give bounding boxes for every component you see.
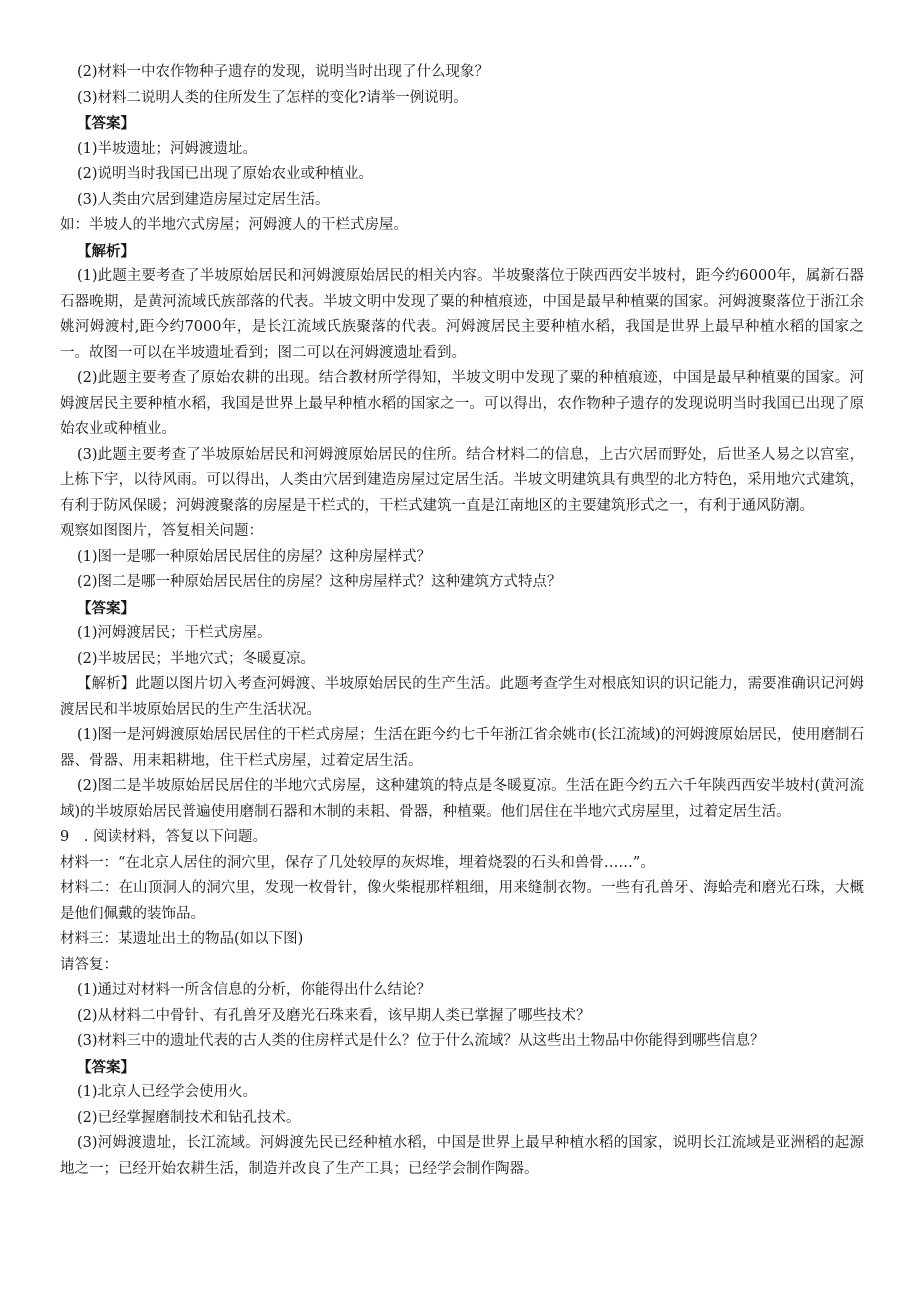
analysis-1: (1)此题主要考查了半坡原始居民和河姆渡原始居民的相关内容。半坡聚落位于陕西西安半坡村，距今约6000年，属新石器石器晚期，是黄河流域氏族部落的代表。半坡文明中发现了粟的种植痕迹，中国是最早种植粟的国家。河姆渡聚落位于浙江余姚河姆渡村,距今约7000年，是长江流域氏族聚落的代表。河姆渡居民主要种植水稻，我国是世界上最早种植水稻的国家之一。故图一可以在半坡遗址看到；图二可以在河姆渡遗址看到。 [60,268,864,361]
part2-answer-2: (2)半坡居民；半地穴式；冬暖夏凉。 [77,650,316,667]
answer-3: (3)人类由穴居到建造房屋过定居生活。 [77,191,330,208]
analysis-2: (2)此题主要考查了原始农耕的出现。结合教材所学得知，半坡文明中发现了粟的种植痕迹，中国是最早种植粟的国家。河姆渡居民主要种植水稻，我国是世界上最早种植水稻的国家之一。可以得出，农作物种子遗存的发现说明当时我国已出现了原始农业或种植业。 [60,370,864,437]
part2-analysis-2: (2)图二是半坡原始居民居住的半地穴式房屋，这种建筑的特点是冬暖夏凉。生活在距今约五六千年陕西西安半坡村(黄河流域)的半坡原始居民普遍使用磨制石器和木制的耒耜、骨器，种植粟。他们居住在半地穴式房屋里，过着定居生活。 [60,778,864,820]
part2-answer-label: 【答案】 [77,599,135,617]
part3-question-3: (3)材料三中的遗址代表的古人类的住房样式是什么？位于什么流域？从这些出土物品中你能得到哪些信息？ [77,1033,765,1049]
part3-answer-label: 【答案】 [77,1058,135,1076]
answer-1: (1)半坡遗址；河姆渡遗址。 [77,140,258,157]
material-3: 材料三：某遗址出土的物品(如以下图) [60,931,304,947]
part2-analysis-1: (1)图一是河姆渡原始居民居住的干栏式房屋；生活在距今约七千年浙江省余姚市(长江流域)的河姆渡原始居民，使用磨制石器、骨器、用耒耜耕地，住干栏式房屋，过着定居生活。 [60,727,864,769]
part3-answer-3: (3)河姆渡遗址，长江流域。河姆渡先民已经种植水稻，中国是世界上最早种植水稻的国家，说明长江流域是亚洲稻的起源地之一；已经开始农耕生活，制造并改良了生产工具；已经学会制作陶器。 [60,1135,864,1177]
answer-2: (2)说明当时我国已出现了原始农业或种植业。 [77,166,374,182]
question-3: (3)材料二说明人类的住所发生了怎样的变化?请举一例说明。 [77,89,468,106]
part2-question-1: (1)图一是哪一种原始居民居住的房屋？这种房屋样式？ [77,548,432,565]
part3-answer-2: (2)已经掌握磨制技术和钻孔技术。 [77,1109,301,1126]
analysis-label: 【解析】 [77,242,135,260]
answer-prompt: 请答复： [60,956,118,973]
part3-question-1: (1)通过对材料一所含信息的分析，你能得出什么结论？ [77,982,432,998]
material-1: 材料一：“在北京人居住的洞穴里，保存了几处较厚的灰烬堆，埋着烧裂的石头和兽骨……”。 [60,854,655,871]
part2-question-2: (2)图二是哪一种原始居民居住的房屋？这种房屋样式？这种建筑方式特点？ [77,574,562,590]
part2-intro: 观察如图图片，答复相关问题： [60,523,263,539]
analysis-3: (3)此题主要考查了半坡原始居民和河姆渡原始居民的住所。结合材料二的信息，上古穴居而野处，后世圣人易之以宫室，上栋下宇，以待风雨。可以得出，人类由穴居到建造房屋过定居生活。半坡文明建筑具有典型的北方特色，采用地穴式建筑，有利于防风保暖；河姆渡聚落的房屋是干栏式的，干栏式建筑一直是江南地区的主要建筑形式之一，有利于通风防潮。 [60,446,864,514]
question-9-heading: 9 . 阅读材料，答复以下问题。 [60,829,267,845]
part2-answer-1: (1)河姆渡居民；干栏式房屋。 [77,625,272,641]
answer-label: 【答案】 [77,115,135,132]
material-2: 材料二：在山顶洞人的洞穴里，发现一枚骨针，像火柴棍那样粗细，用来缝制衣物。一些有孔兽牙、海蛤壳和磨光石珠，大概是他们佩戴的装饰品。 [60,880,864,922]
part2-analysis: 【解析】此题以图片切入考查河姆渡、半坡原始居民的生产生活。此题考查学生对根底知识的识记能力，需要准确识记河姆渡居民和半坡原始居民的生产生活状况。 [60,676,864,718]
part3-question-2: (2)从材料二中骨针、有孔兽牙及磨光石珠来看，该早期人类已掌握了哪些技术？ [77,1007,591,1024]
part3-answer-1: (1)北京人已经学会使用火。 [77,1084,258,1100]
answer-3-example: 如：半坡人的半地穴式房屋；河姆渡人的干栏式房屋。 [60,217,408,233]
question-2: (2)材料一中农作物种子遗存的发现，说明当时出现了什么现象？ [77,64,490,80]
